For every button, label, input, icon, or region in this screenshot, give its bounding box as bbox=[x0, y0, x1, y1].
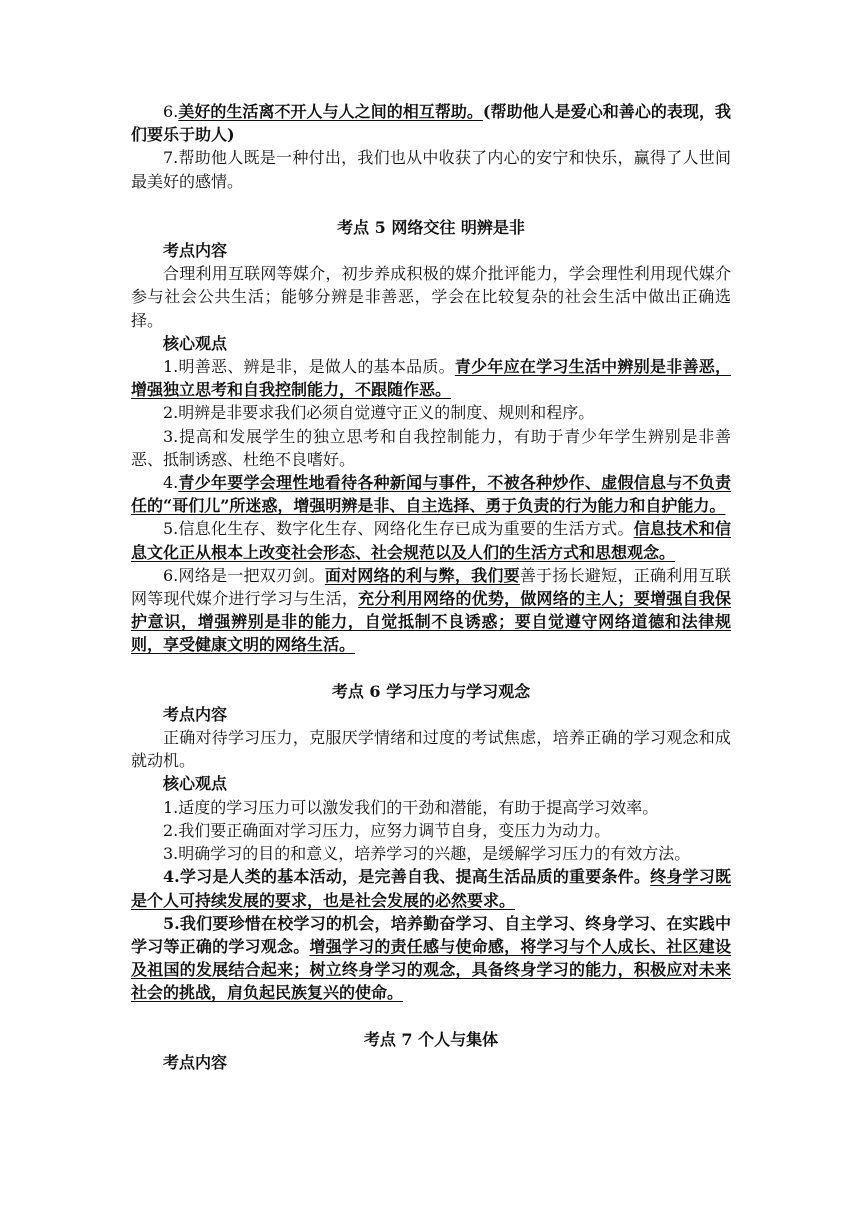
section6-content-heading: 考点内容 bbox=[163, 704, 228, 724]
section6-point-1: 1.适度的学习压力可以激发我们的干劲和潜能，有助于提高学习效率。 bbox=[163, 797, 659, 817]
s4-item6 bbox=[131, 100, 731, 146]
text-run: 充分利用网络的优势，做网络的主人；要增强自我保护意识，增强辨别是非的能力，自觉抵制不良诱惑；要自觉遵守网络道德和法律规则，享受健康文明的网络生活。 bbox=[131, 589, 731, 655]
document-page bbox=[131, 100, 731, 1074]
text-run: 4. bbox=[163, 473, 179, 493]
text-run: 善于扬长避短，正确利用互联网等现代媒介进行学习与生活， bbox=[131, 565, 731, 609]
text-run: 6.网络是一把双刃剑。 bbox=[163, 565, 325, 585]
section6-point-5 bbox=[131, 912, 731, 1005]
section7-content-heading: 考点内容 bbox=[163, 1052, 228, 1072]
text-run: 青少年要学会理性地看待各种新闻与事件，不被各种炒作、虚假信息与不负责任的“哥们儿”所迷惑，增强明辨是非、自主选择、勇于负责的行为能力和自护能力。 bbox=[131, 473, 731, 516]
section5-point-5 bbox=[131, 517, 731, 563]
section5-point-4 bbox=[131, 471, 731, 517]
section6-point-4 bbox=[131, 865, 731, 911]
text-run: 青少年应在学习生活中辨别是非善恶，增强独立思考和自我控制能力，不跟随作恶。 bbox=[131, 357, 731, 400]
s4-item7: 7.帮助他人既是一种付出，我们也从中收获了内心的安宁和快乐，赢得了人世间最美好的感情。 bbox=[131, 148, 731, 191]
text-run: 4.学习是人类的基本活动，是完善自我、提高生活品质的重要条件。 bbox=[163, 867, 651, 887]
section5-title: 考点 5 网络交往 明辨是非 bbox=[337, 217, 525, 237]
section5-core-heading: 核心观点 bbox=[163, 333, 228, 353]
section5-content-text: 合理利用互联网等媒介，初步养成积极的媒介批评能力，学会理性利用现代媒介参与社会公共生活；能够分辨是非善恶，学会在比较复杂的社会生活中做出正确选择。 bbox=[131, 264, 731, 330]
section5-point-6 bbox=[131, 564, 731, 657]
section5-point-2: 2.明辨是非要求我们必须自觉遵守正义的制度、规则和程序。 bbox=[163, 403, 595, 423]
section5-point-1 bbox=[131, 355, 731, 401]
section6-point-2: 2.我们要正确面对学习压力，应努力调节自身，变压力为动力。 bbox=[163, 820, 611, 840]
section6-point-3: 3.明确学习的目的和意义，培养学习的兴趣，是缓解学习压力的有效方法。 bbox=[163, 844, 691, 864]
section5-content-heading: 考点内容 bbox=[163, 241, 228, 261]
text-run: (帮助他人是爱心和善心的表现，我们要乐于助人) bbox=[131, 102, 731, 145]
text-run: 5.我们要珍惜在校学习的机会，培养勤奋学习、自主学习、终身学习、在实践中学习等正确的学习观念。 bbox=[131, 913, 731, 956]
text-run: 6. bbox=[163, 102, 179, 121]
text-run: 终身学习既是个人可持续发展的要求，也是社会发展的必然要求。 bbox=[131, 867, 731, 910]
text-run: 面对网络的利与弊，我们要 bbox=[324, 565, 520, 585]
text-run: 1.明善恶、辨是非，是做人的基本品质。 bbox=[163, 357, 455, 377]
text-run: 信息技术和信息文化正从根本上改变社会形态、社会规范以及人们的生活方式和思想观念。 bbox=[131, 519, 731, 562]
text-run: 增强学习的责任感与使命感，将学习与个人成长、社区建设及祖国的发展结合起来；树立终身学习的观念，具备终身学习的能力，积极应对未来社会的挑战，肩负起民族复兴的使命。 bbox=[131, 936, 731, 1003]
text-run: 美好的生活离不开人与人之间的相互帮助。 bbox=[178, 102, 483, 121]
section5-point-3: 3.提高和发展学生的独立思考和自我控制能力，有助于青少年学生辨别是非善恶、抵制诱惑、杜绝不良嗜好。 bbox=[131, 426, 731, 469]
text-run: 5.信息化生存、数字化生存、网络化生存已成为重要的生活方式。 bbox=[163, 519, 634, 539]
section6-title: 考点 6 学习压力与学习观念 bbox=[331, 681, 531, 701]
section6-core-heading: 核心观点 bbox=[163, 774, 228, 794]
section7-title: 考点 7 个人与集体 bbox=[363, 1029, 499, 1049]
section6-content-text: 正确对待学习压力，克服厌学情绪和过度的考试焦虑，培养正确的学习观念和成就动机。 bbox=[131, 728, 731, 771]
